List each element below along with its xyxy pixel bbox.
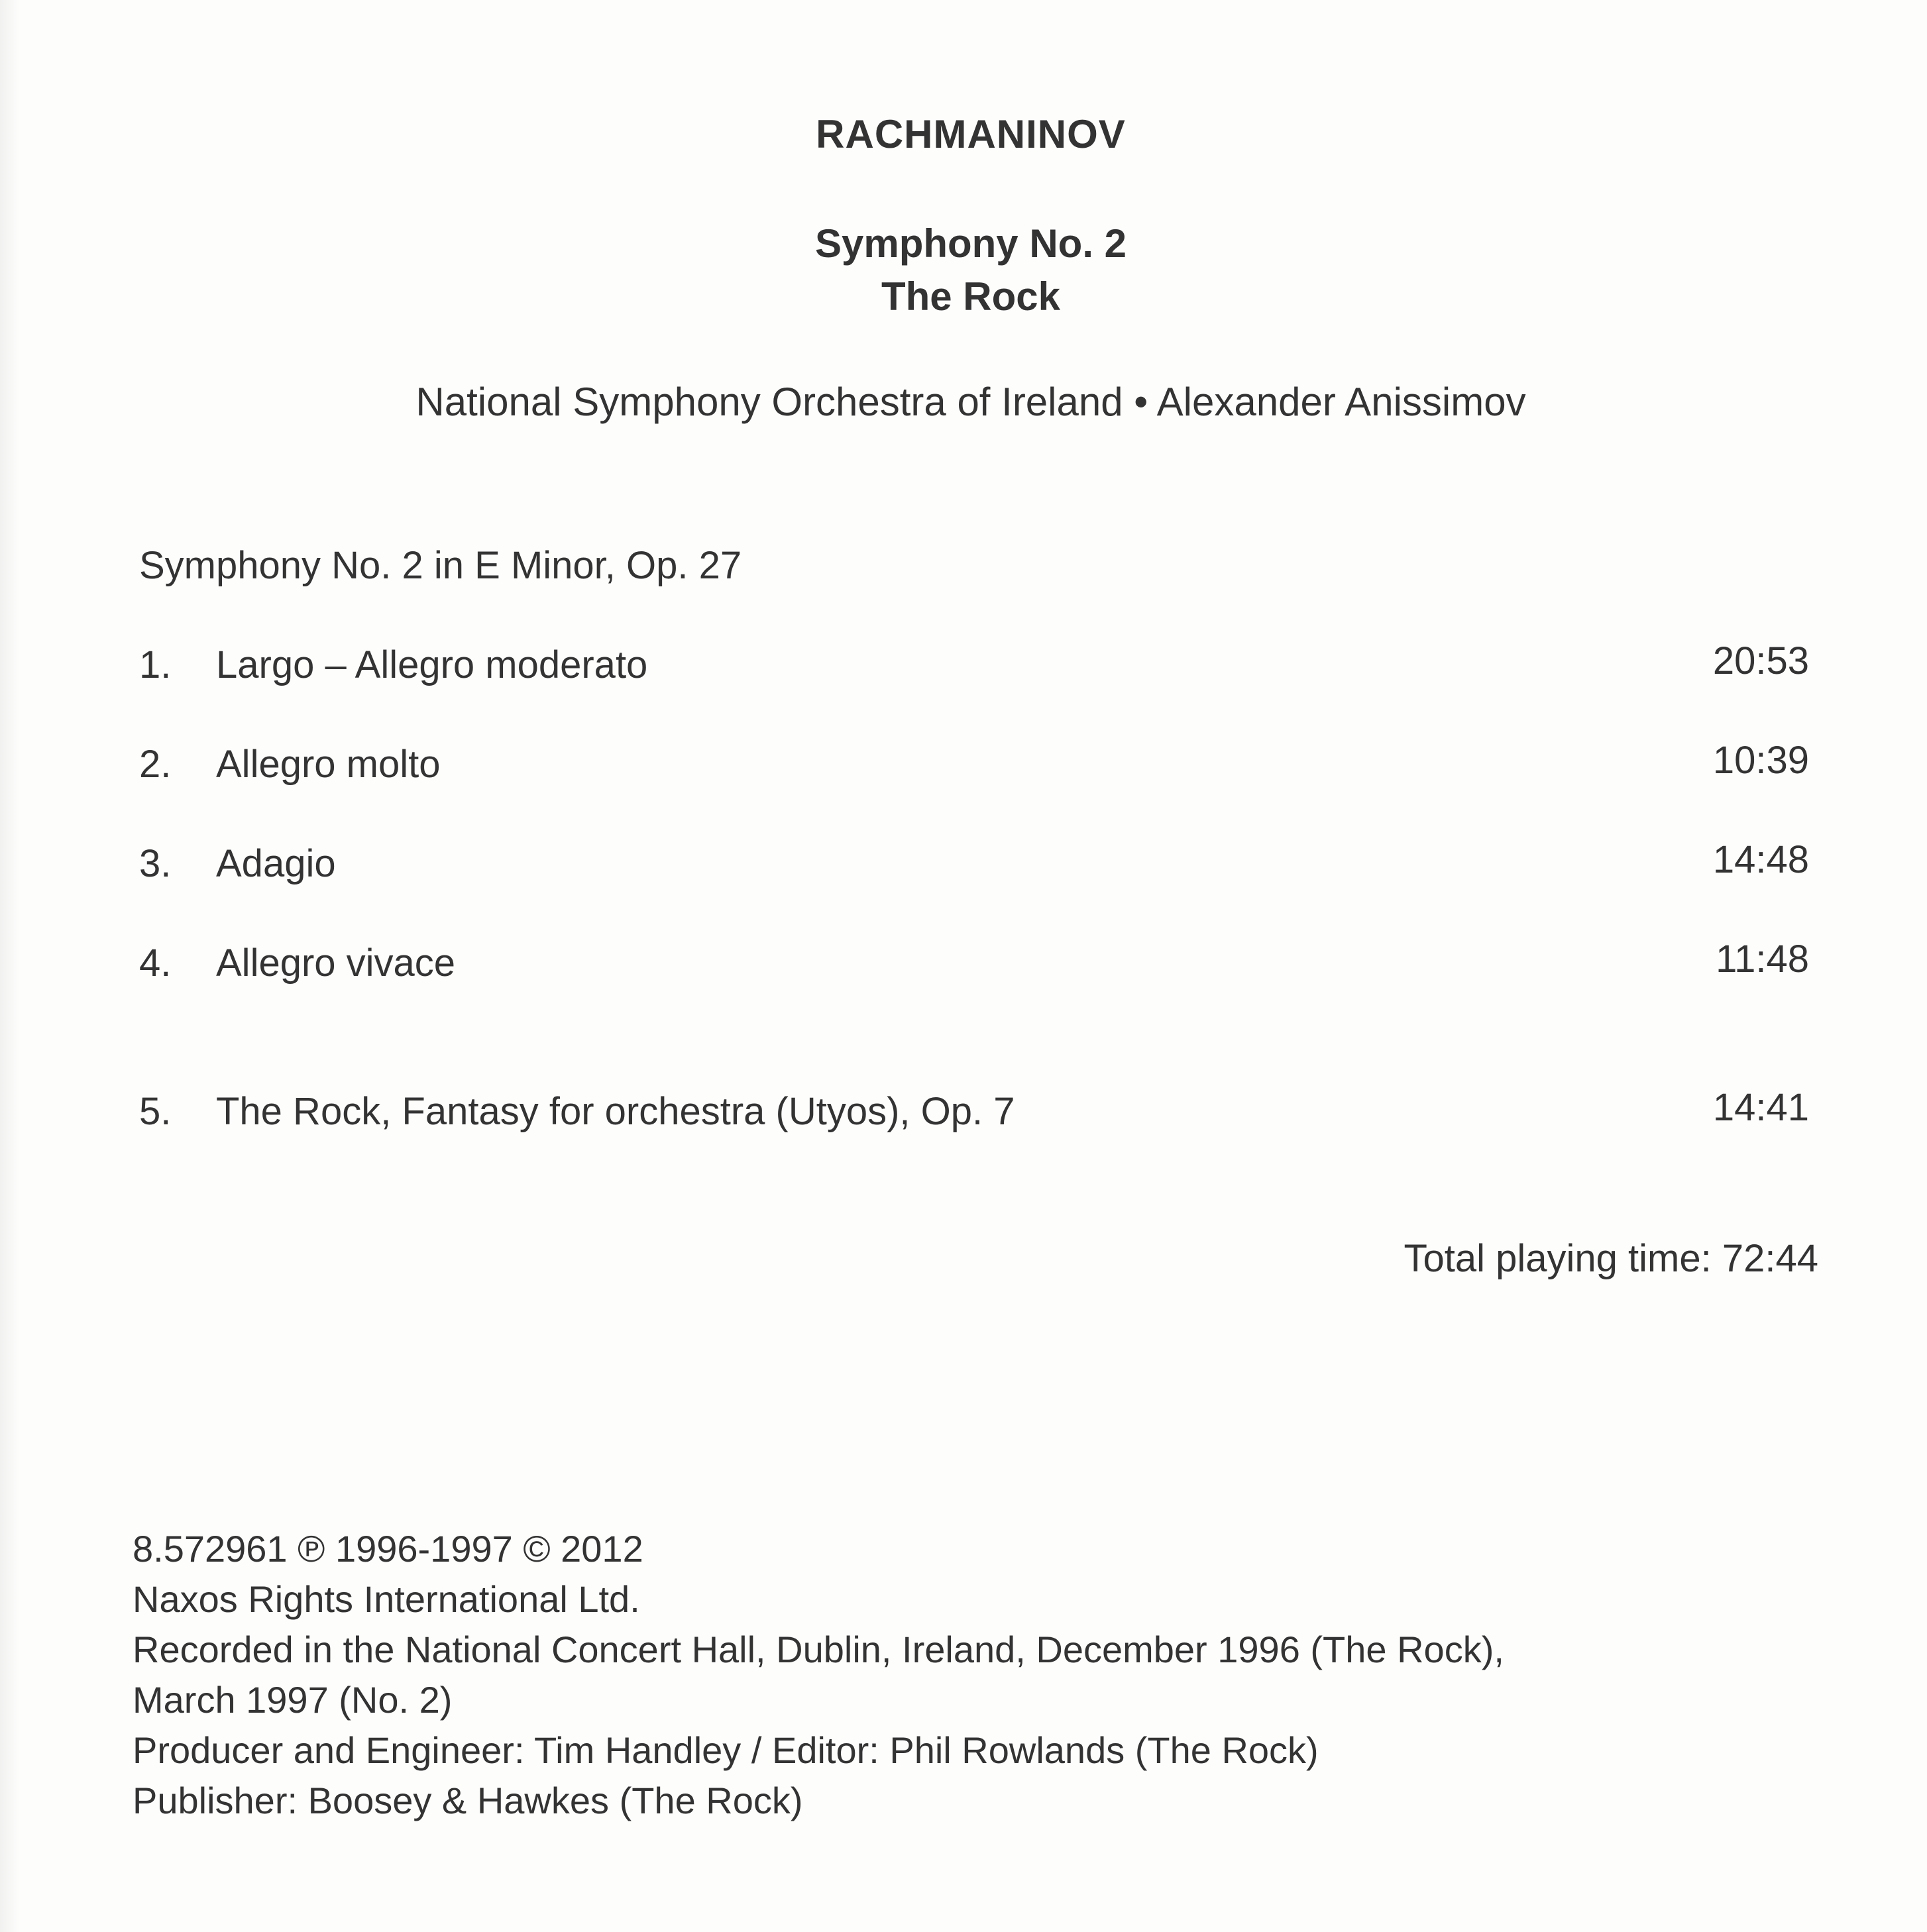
track-row [139,739,1809,795]
track-title: Allegro molto [216,743,441,786]
producer-line: Producer and Engineer: Tim Handley / Editor: Phil Rowlands (The Rock) [133,1729,1319,1771]
track-row [139,838,1809,894]
album-title-line-2: The Rock [881,274,1061,319]
track-row [139,1086,1809,1142]
track-title: The Rock, Fantasy for orchestra (Utyos), Op. 7 [216,1090,1015,1133]
track-row [139,938,1809,994]
track-duration: 20:53 [1712,639,1809,682]
recording-date-line: March 1997 (No. 2) [133,1679,453,1721]
track-title: Adagio [216,842,336,885]
recording-location-line: Recorded in the National Concert Hall, Dublin, Ireland, December 1996 (The Rock), [133,1629,1504,1670]
track-title: Largo – Allegro moderato [216,643,648,686]
track-row [139,639,1809,696]
track-duration: 10:39 [1712,739,1809,782]
composer-name: RACHMANINOV [816,112,1126,156]
track-number: 3. [139,842,172,885]
work-heading: Symphony No. 2 in E Minor, Op. 27 [139,544,742,587]
catalog-copyright-line: 8.572961 ℗ 1996-1997 © 2012 [133,1528,643,1570]
publisher-line: Publisher: Boosey & Hawkes (The Rock) [133,1780,803,1821]
track-number: 2. [139,743,172,786]
track-duration: 14:48 [1712,838,1809,881]
album-title [0,217,1927,323]
track-number: 5. [139,1090,172,1133]
performers-line: National Symphony Orchestra of Ireland • Alexander Anissimov [415,380,1526,424]
album-title-line-1: Symphony No. 2 [814,221,1127,266]
credits-block [133,1524,1504,1826]
total-playing-time: Total playing time: 72:44 [1404,1237,1818,1280]
track-title: Allegro vivace [216,941,456,985]
track-duration: 11:48 [1716,938,1809,981]
rights-holder-line: Naxos Rights International Ltd. [133,1578,640,1620]
track-number: 1. [139,643,172,686]
track-number: 4. [139,941,172,985]
track-duration: 14:41 [1712,1086,1809,1129]
